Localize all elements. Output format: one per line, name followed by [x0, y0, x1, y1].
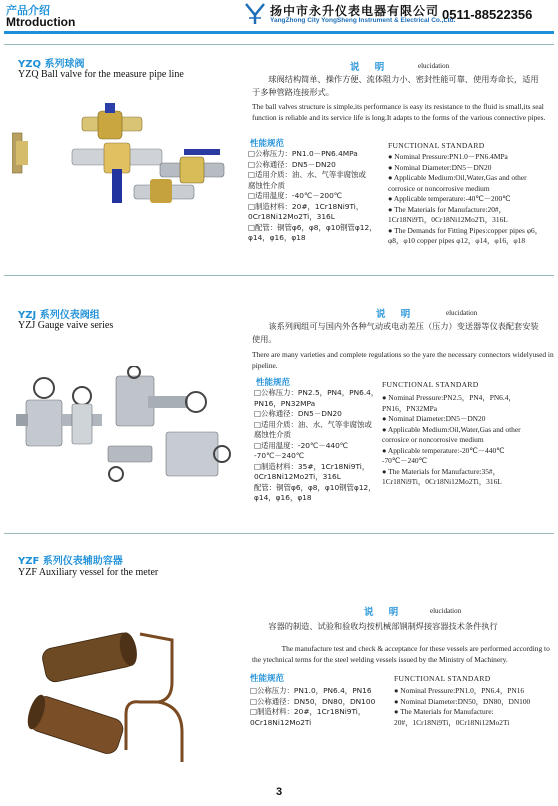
description-en: The manufacture test and check & acceptance for these vessels are performed according to the ytechnical terms for the steel welding vessels issued by the Ministry of Machinery. — [252, 644, 550, 664]
product-section-yzq — [4, 44, 554, 276]
description-en: The ball valves structure is simple,its performance is easy its resistance to the fluid is small,its seal function is reliable and its service life is long.It adapts to the forms of the various connective pipes. — [252, 102, 546, 122]
description-label-cn: 说 明 — [376, 309, 417, 320]
company-name-cn: 扬中市永升仪表电器有限公司 — [270, 4, 440, 18]
product-title-en: YZF Auxiliary vessel for the meter — [18, 567, 159, 578]
product-title-cn: YZF 系列仪表辅助容器 — [18, 556, 123, 567]
functional-standard-title: FUNCTIONAL STANDARD — [394, 674, 491, 683]
product-section-yzj — [4, 296, 554, 534]
header-divider — [4, 31, 554, 34]
company-logo-icon — [244, 2, 266, 26]
product-title-cn: YZJ 系列仪表阀组 — [18, 310, 100, 321]
description-cn: 该系列阀组可与国内外各种气动或电动差压（压力）变送器等仪表配套安装使用。 — [252, 321, 539, 344]
performance-title: 性能规范 — [250, 139, 285, 149]
ball-valve-photo — [12, 103, 230, 211]
company-name-en: YangZhong City YongSheng Instrument & Electrical Co.,Ltd. — [270, 17, 456, 24]
performance-title: 性能规范 — [256, 378, 291, 388]
description-label-en: elucidation — [418, 62, 450, 70]
description-label-en: elucidation — [446, 309, 478, 317]
performance-title: 性能规范 — [250, 674, 285, 684]
spec-list-en: ● Nominal Pressure:PN1.0－PN6.4MPa ● Nominal Diameter:DN5－DN20 ● Applicable Medium:Oil,Water,Gas and other corrosice or noncorrosive medium ● Applicable temperature:-40℃－200℃ ● The Materials for Manufacture:20#， 1Cr18Ni9Ti，0Cr18Ni12Mo2Ti，316L ● The Demands for Fitting Pipes:copper pipes φ6， φ8，φ10 copper pipes φ12，φ14，φ16，φ18 — [388, 152, 543, 245]
spec-list-en: ● Nominal Pressure:PN2.5，PN4，PN6.4， PN16，PN32MPa ● Nominal Diameter:DN5－DN20 ● Applicable Medium:Oil,Water,Gas and other corrosice or noncorrosive medium ● Applicable temperature:-20℃－440℃ -70℃－240℃ ● The Materials for Manufacture:35#， 1Cr18Ni9Ti，0Cr18Ni12Mo2Ti，316L — [382, 393, 521, 486]
product-title-cn: YZQ 系列球阀 — [18, 59, 85, 70]
product-title-en: YZQ Ball valve for the measure pipe line — [18, 69, 184, 80]
description-cn: 容器的制造、试验和验收均按机械部钢制焊接容器技术条件执行 — [268, 621, 498, 631]
auxiliary-vessel-photo — [22, 622, 202, 772]
page-header — [0, 0, 558, 38]
section-title-en: Mtroduction — [6, 15, 76, 29]
description-label-cn: 说 明 — [364, 607, 405, 618]
section-title-cn: 产品介绍 — [6, 4, 50, 17]
product-title-en: YZJ Gauge vaive series — [18, 320, 114, 331]
spec-list-en: ● Nominal Pressure:PN1.0，PN6.4，PN16 ● Nominal Diameter:DN50，DN80，DN100 ● The Materials for Manufacture: 20#，1Cr18Ni9Ti，0Cr18Ni12Mo2Ti — [394, 686, 531, 727]
spec-list-cn: □公称压力：PN1.0－PN6.4MPa □公称通径：DN5－DN20 □适用介质：油、水、气等非腐蚀或 腐蚀性介质 □适用温度：-40℃－200℃ □制造材料：20#，1Cr18Ni9Ti， 0Cr18Ni12Mo2Ti，316L □配管：铜管φ6，φ8，φ10钢管φ12， φ14，φ16，φ18 — [248, 149, 377, 242]
functional-standard-title: FUNCTIONAL STANDARD — [388, 141, 485, 150]
product-section-yzf — [4, 548, 554, 780]
spec-list-cn: □公称压力：PN1.0，PN6.4，PN16 □公称通径：DN50，DN80，DN100 □制造材料：20#，1Cr18Ni9Ti， 0Cr18Ni12Mo2Ti — [250, 686, 376, 727]
description-en: There are many varieties and complete regulations so the yare the necessary connectors widelyused in pipeline. — [252, 350, 554, 370]
description-label-en: elucidation — [430, 607, 462, 615]
functional-standard-title: FUNCTIONAL STANDARD — [382, 380, 479, 389]
spec-list-cn: □公称压力：PN2.5，PN4，PN6.4， PN16，PN32MPa □公称通径：DN5－DN20 □适用介质：油、水、气等非腐蚀或 腐蚀性介质 □适用温度：-20℃－440℃ -70℃－240℃ □制造材料：35#，1Cr18Ni9Ti， 0Cr18Ni12Mo2Ti，316L 配管：铜管φ6，φ8，φ10钢管φ12， φ14，φ16，φ18 — [254, 388, 379, 502]
description-cn: 球阀结构简单、操作方便、流体阻力小、密封性能可靠、使用寿命长，适用于多种管路连接形式。 — [252, 74, 539, 97]
page-number: 3 — [275, 786, 283, 798]
gauge-valve-manifold-photo — [16, 366, 232, 488]
description-label-cn: 说 明 — [350, 62, 391, 73]
company-phone: 0511-88522356 — [442, 7, 533, 22]
